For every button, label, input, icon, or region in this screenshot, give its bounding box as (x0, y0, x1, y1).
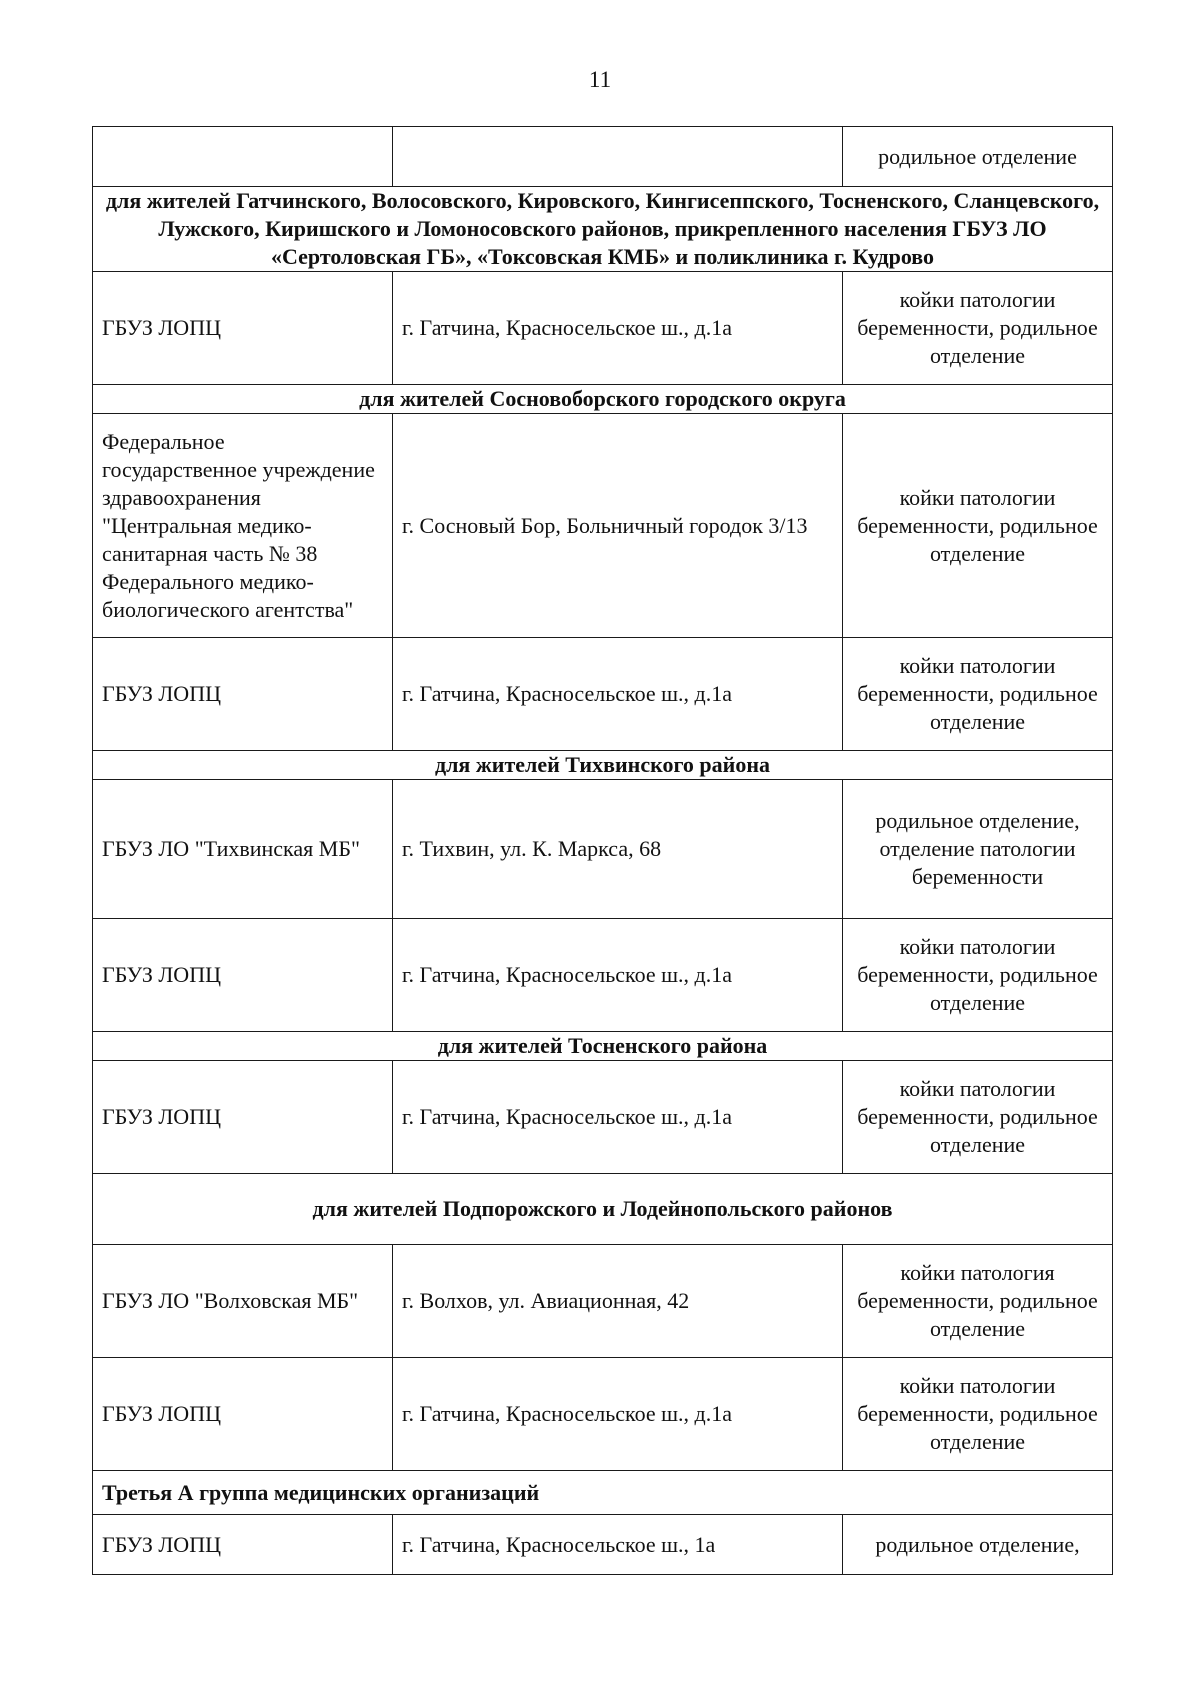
table-row (93, 272, 1113, 385)
services-cell: родильное отделение (843, 127, 1113, 187)
org-cell: ГБУЗ ЛОПЦ (93, 638, 393, 751)
services-cell: койки патологии беременности, родильное отделение (843, 638, 1113, 751)
org-cell (93, 127, 393, 187)
org-cell: ГБУЗ ЛОПЦ (93, 1061, 393, 1174)
address-cell: г. Гатчина, Красносельское ш., 1а (393, 1515, 843, 1575)
table-row (93, 1061, 1113, 1174)
table-row (93, 1358, 1113, 1471)
section-header: для жителей Сосновоборского городского округа (93, 385, 1113, 414)
org-cell: ГБУЗ ЛОПЦ (93, 272, 393, 385)
address-cell: г. Тихвин, ул. К. Маркса, 68 (393, 780, 843, 919)
medical-organizations-table (92, 126, 1113, 1575)
table-row (93, 919, 1113, 1032)
services-cell: койки патологии беременности, родильное отделение (843, 919, 1113, 1032)
page-number: 11 (588, 67, 612, 92)
section-header: для жителей Гатчинского, Волосовского, Кировского, Кингисеппского, Тосненского, Сланцевского, Лужского, Киришского и Ломоносовского районов, прикрепленного населения ГБУЗ ЛО «Сертоловская ГБ», «Токсовская КМБ» и поликлиника г. Кудрово (93, 187, 1113, 272)
section-header-row (93, 1471, 1113, 1515)
address-cell: г. Гатчина, Красносельское ш., д.1а (393, 1061, 843, 1174)
org-cell: ГБУЗ ЛОПЦ (93, 919, 393, 1032)
org-cell: Федеральное государственное учреждение здравоохранения "Центральная медико-санитарная часть № 38 Федерального медико-биологического агентства" (93, 414, 393, 638)
services-cell: койки патологии беременности, родильное отделение (843, 1358, 1113, 1471)
address-cell (393, 127, 843, 187)
org-cell: ГБУЗ ЛО "Волховская МБ" (93, 1245, 393, 1358)
org-cell: ГБУЗ ЛО "Тихвинская МБ" (93, 780, 393, 919)
address-cell: г. Гатчина, Красносельское ш., д.1а (393, 272, 843, 385)
section-header: для жителей Тихвинского района (93, 751, 1113, 780)
table-row (93, 1245, 1113, 1358)
services-cell: родильное отделение, (843, 1515, 1113, 1575)
section-header: для жителей Подпорожского и Лодейнопольского районов (93, 1174, 1113, 1245)
section-header-row (93, 187, 1113, 272)
org-cell: ГБУЗ ЛОПЦ (93, 1515, 393, 1575)
section-header-row (93, 385, 1113, 414)
address-cell: г. Гатчина, Красносельское ш., д.1а (393, 1358, 843, 1471)
address-cell: г. Сосновый Бор, Больничный городок 3/13 (393, 414, 843, 638)
table-row (93, 638, 1113, 751)
services-cell: койки патологии беременности, родильное отделение (843, 1061, 1113, 1174)
address-cell: г. Волхов, ул. Авиационная, 42 (393, 1245, 843, 1358)
section-header-row (93, 751, 1113, 780)
services-cell: койки патология беременности, родильное отделение (843, 1245, 1113, 1358)
address-cell: г. Гатчина, Красносельское ш., д.1а (393, 638, 843, 751)
org-cell: ГБУЗ ЛОПЦ (93, 1358, 393, 1471)
table-row (93, 780, 1113, 919)
section-header-row (93, 1032, 1113, 1061)
table-row (93, 414, 1113, 638)
group-header: Третья А группа медицинских организаций (93, 1471, 1113, 1515)
table-row (93, 127, 1113, 187)
services-cell: койки патологии беременности, родильное отделение (843, 414, 1113, 638)
services-cell: родильное отделение, отделение патологии беременности (843, 780, 1113, 919)
address-cell: г. Гатчина, Красносельское ш., д.1а (393, 919, 843, 1032)
section-header-row (93, 1174, 1113, 1245)
table-row (93, 1515, 1113, 1575)
section-header: для жителей Тосненского района (93, 1032, 1113, 1061)
services-cell: койки патологии беременности, родильное отделение (843, 272, 1113, 385)
